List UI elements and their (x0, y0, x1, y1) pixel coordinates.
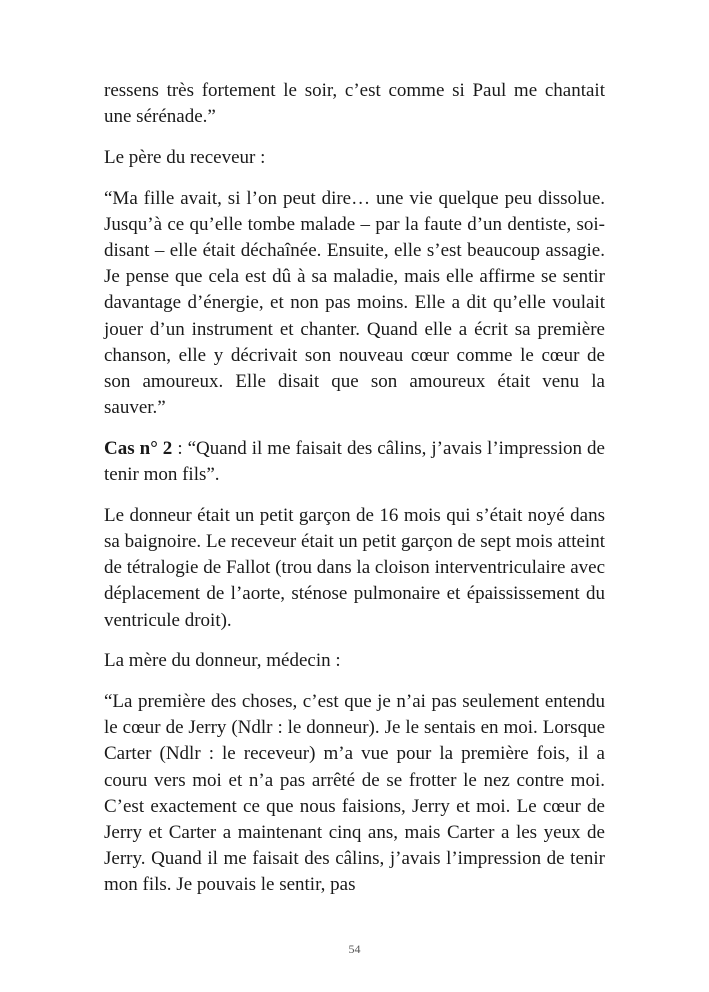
paragraph-2: Le père du receveur : (104, 146, 266, 168)
paragraph-3: “Ma fille avait, si l’on peut dire… une vie quelque peu dissolue. Jusqu’à ce qu’elle tombe malade – par la faute d’un dentiste, soi-disant – elle était déchaînée. Ensuite, elle s’est beaucoup assagie. Je pense que cela est dû à sa maladie, mais elle affirme se sentir davantage d’énergie, et non pas moins. Elle a dit qu’elle voulait jouer d’un instrument et chanter. Quand elle a écrit sa première chanson, elle y décrivait son nouveau cœur comme le cœur de son amoureux. Elle disait que son amoureux était venu la sauver.” (104, 187, 605, 419)
paragraph-1: ressens très fortement le soir, c’est comme si Paul me chantait une sérénade.” (104, 80, 605, 128)
paragraph-6: La mère du donneur, médecin : (104, 650, 341, 672)
paragraph-5: Le donneur était un petit garçon de 16 mois qui s’était noyé dans sa baignoire. Le receveur était un petit garçon de sept mois atteint de tétralogie de Fallot (trou dans la cloison interventriculaire avec déplacement de l’aorte, sténose pulmonaire et épaississement du ventricule droit). (104, 504, 605, 631)
page-number: 54 (348, 942, 361, 956)
paragraph-4 (104, 436, 605, 488)
page-body (104, 78, 605, 913)
case-heading-text: : “Quand il me faisait des câlins, j’avais l’impression de tenir mon fils”. (104, 437, 605, 486)
case-heading: Cas n° 2 (104, 437, 173, 459)
paragraph-7: “La première des choses, c’est que je n’ai pas seulement entendu le cœur de Jerry (Ndlr : le donneur). Je le sentais en moi. Lorsque Carter (Ndlr : le receveur) m’a vue pour la première fois, il a couru vers moi et n’a pas arrêté de se frotter le nez contre moi. C’est exactement ce que nous faisions, Jerry et moi. Le cœur de Jerry et Carter a maintenant cinq ans, mais Carter a les yeux de Jerry. Quand il me faisait des câlins, j’avais l’impression de tenir mon fils. Je pouvais le sentir, pas (104, 691, 605, 896)
